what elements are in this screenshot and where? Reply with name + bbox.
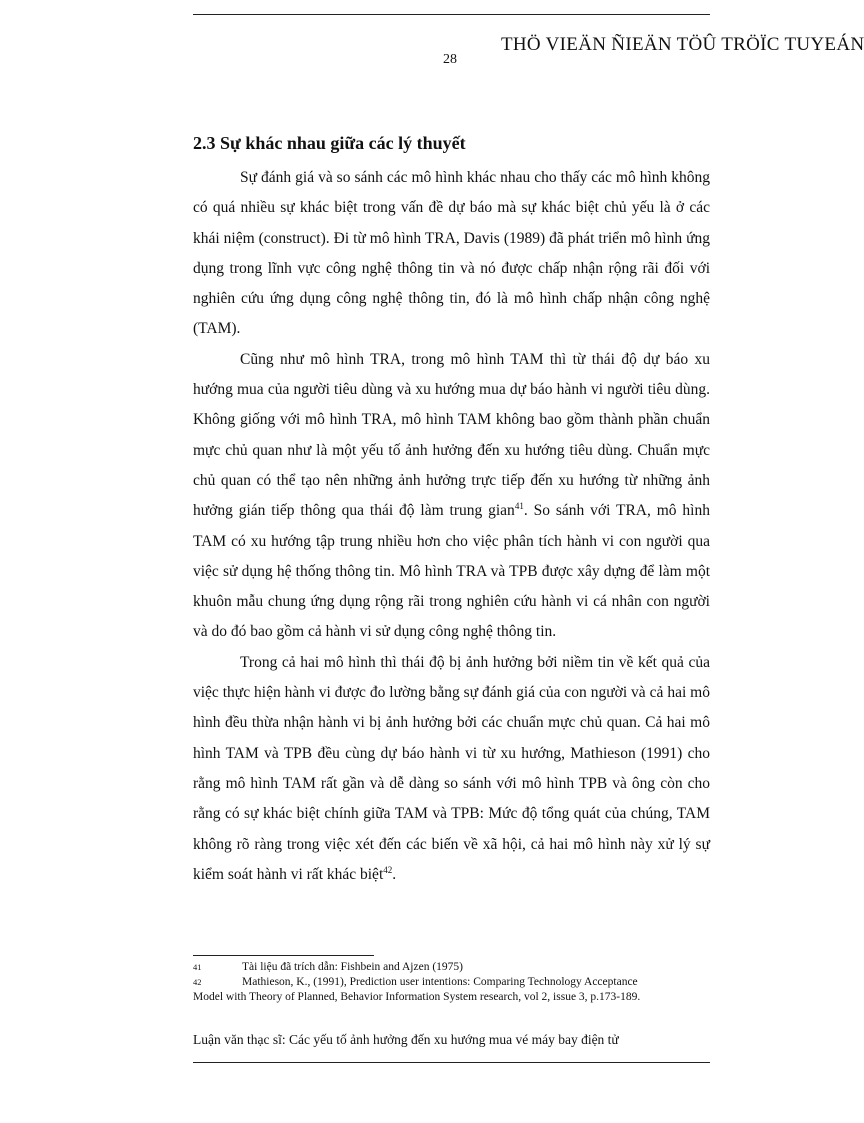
- paragraph: [193, 648, 710, 890]
- section-heading: 2.3 Sự khác nhau giữa các lý thuyết: [193, 133, 466, 153]
- header-rule: [193, 14, 710, 15]
- footnotes: [193, 960, 710, 1005]
- paragraph-text: . So sánh với TRA, mô hình TAM có xu hướng tập trung nhiều hơn cho việc phân tích hành vi con người qua việc sử dụng hệ thống thông tin. Mô hình TRA và TPB được xây dựng để làm một khuôn mẫu chung ứng dụng rộng rãi trong nghiên cứu hành vi cá nhân con người và do đó bao gồm cả hành vi sử dụng công nghệ thông tin.: [193, 502, 710, 641]
- paragraph-text: Sự đánh giá và so sánh các mô hình khác nhau cho thấy các mô hình không có quá nhiều sự khác biệt trong vấn đề dự báo mà sự khác biệt chủ yếu là ở các khái niệm (construct). Đi từ mô hình TRA, Davis (1989) đã phát triển mô hình ứng dụng trong lĩnh vực công nghệ thông tin và nó được chấp nhận rộng rãi đối với nghiên cứu ứng dụng công nghệ thông tin, đó là mô hình chấp nhận công nghệ (TAM).: [193, 169, 710, 338]
- footnote-text: Tài liệu đã trích dẫn: Fishbein and Ajzen (1975): [242, 961, 463, 973]
- footnote-ref[interactable]: 42: [383, 864, 393, 875]
- paragraph: [193, 345, 710, 648]
- footnote: [193, 975, 710, 990]
- footnote-separator: [193, 955, 374, 956]
- paragraph-text: Cũng như mô hình TRA, trong mô hình TAM thì từ thái độ dự báo xu hướng mua của người tiêu dùng và xu hướng mua dự báo hành vi người tiêu dùng. Không giống với mô hình TRA, mô hình TAM không bao gồm thành phần chuẩn mực chủ quan như là một yếu tố ảnh hưởng đến xu hướng tiêu dùng. Chuẩn mực chủ quan có thể tạo nên những ảnh hưởng trực tiếp đến xu hướng từ những ảnh hưởng gián tiếp thông qua thái độ làm trung gian: [193, 350, 710, 520]
- paragraph-text: Trong cả hai mô hình thì thái độ bị ảnh hưởng bởi niềm tin về kết quả của việc thực hiện hành vi được đo lường bằng sự đánh giá của con người và cả hai mô hình đều thừa nhận hành vi bị ảnh hưởng bởi các chuẩn mực chủ quan. Cả hai mô hình TAM và TPB đều cùng dự báo hành vi từ xu hướng, Mathieson (1991) cho rằng mô hình TAM rất gần và dễ dàng so sánh với mô hình TPB và ông còn cho rằng có sự khác biệt chính giữa TAM và TPB: Mức độ tổng quát của chúng, TAM không rõ ràng trong việc xét đến các biến về xã hội, cả hai mô hình này xử lý sự kiểm soát hành vi rất khác biệt: [193, 653, 710, 883]
- body-text: [193, 163, 710, 890]
- footnote-number: 41: [193, 962, 202, 972]
- library-watermark: THÖ VIEÄN ÑIEÄN TÖÛ TRÖÏC TUYEÁN: [501, 34, 864, 55]
- footnote-text: Mathieson, K., (1991), Prediction user intentions: Comparing Technology Acceptance: [242, 976, 638, 988]
- footnote-number: 42: [193, 977, 202, 987]
- footer-rule: [193, 1062, 710, 1063]
- footnote: [193, 960, 710, 975]
- footnote-continuation: Model with Theory of Planned, Behavior Information System research, vol 2, issue 3, p.173-189.: [193, 991, 641, 1003]
- footnote-ref[interactable]: 41: [514, 501, 524, 512]
- footer-text: Luận văn thạc sĩ: Các yếu tố ảnh hưởng đến xu hướng mua vé máy bay điện tử: [193, 1032, 619, 1047]
- paragraph: [193, 163, 710, 345]
- page-number: 28: [443, 52, 457, 67]
- paragraph-text: .: [392, 865, 397, 883]
